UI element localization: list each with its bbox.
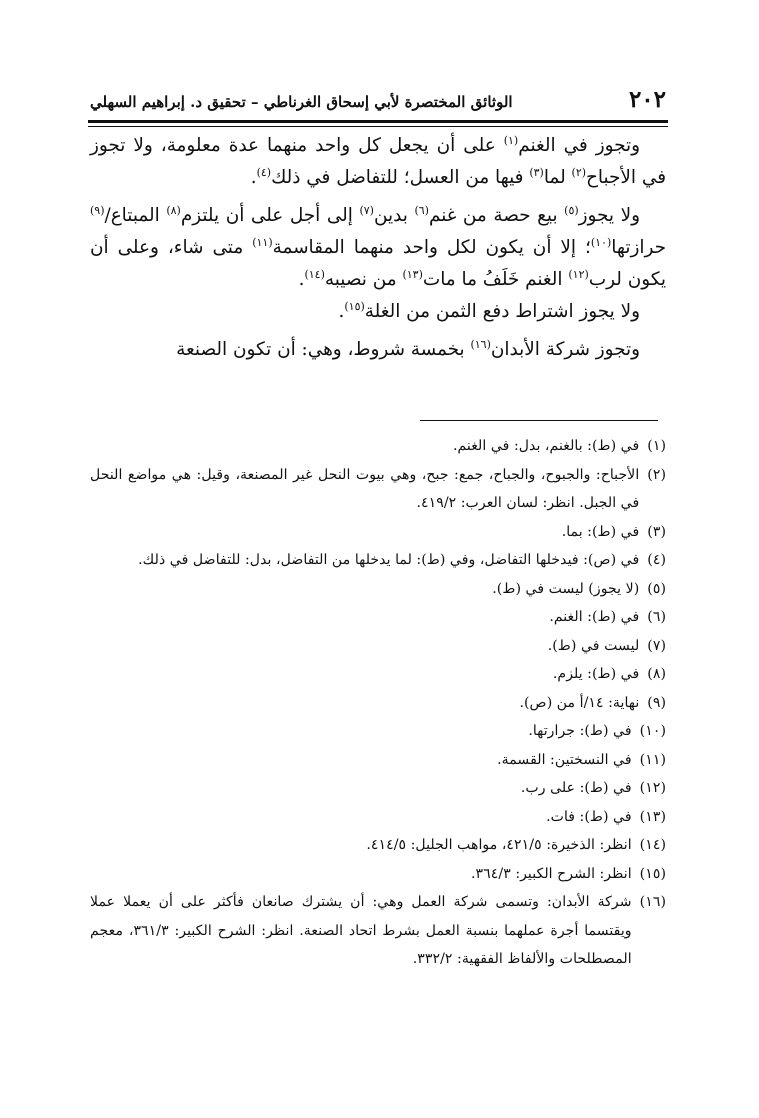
text-span: المبتاع/ <box>104 205 167 226</box>
footnote-number: (٥) <box>647 580 666 597</box>
footnote-number: (٩) <box>647 694 666 711</box>
footnote-number: (١٤) <box>639 837 666 853</box>
footnote-separator <box>420 420 658 421</box>
footnote <box>90 632 666 661</box>
running-title: الوثائق المختصرة لأبي إسحاق الغرناطي – تحقيق د. إبراهيم السهلي <box>90 93 513 111</box>
text-span: وتجوز في الغنم <box>518 135 640 156</box>
header-rule <box>88 120 668 123</box>
footnote-number: (٦) <box>647 609 666 625</box>
main-text <box>90 130 666 366</box>
footnote-marker: (٧) <box>359 203 374 217</box>
footnote-marker: (٩) <box>90 203 105 217</box>
footnote <box>90 717 666 746</box>
footnote <box>90 660 666 689</box>
text-span: حرازتها <box>611 237 666 258</box>
footnote-marker: (٨) <box>166 203 181 217</box>
footnote <box>90 689 666 718</box>
text-span: من نصيبه <box>324 269 403 290</box>
footnote-marker: (٣) <box>529 165 544 179</box>
text-span: ولا يجوز <box>578 205 640 226</box>
text-span: متى شاء، وعلى أن يكون لرب <box>90 237 666 290</box>
footnote-marker: (١٥) <box>344 299 365 313</box>
text-span: ولا يجوز اشتراط دفع الثمن من الغلة <box>364 301 640 322</box>
footnote-text: نهاية: ١٤/أ من (ص). <box>519 694 640 711</box>
text-span: بيع حصة من غنم <box>428 205 565 226</box>
paragraph-4 <box>90 334 666 366</box>
text-span: وتجوز شركة الأبدان <box>490 339 640 360</box>
footnote-number: (١٢) <box>639 780 666 796</box>
text-span: بخمسة شروط، وهي: أن تكون الصنعة <box>176 339 471 360</box>
footnote-marker: (٥) <box>564 203 579 217</box>
footnote-marker: (٦) <box>414 203 429 217</box>
footnote-number: (٨) <box>647 666 666 682</box>
text-span: لما <box>543 167 572 188</box>
page-number: ٢٠٢ <box>628 86 666 113</box>
text-span: ؛ إلا أن يكون لكل واحد منهما المقاسمة <box>272 237 591 258</box>
footnote-marker: (٤) <box>256 165 272 179</box>
footnote <box>90 518 666 547</box>
footnote-text: في (ط): بالغنم، بدل: في الغنم. <box>452 438 640 454</box>
footnote-text: في (ط): الغنم. <box>549 609 640 625</box>
footnote-text: انظر: الذخيرة: ٤٢١/٥، مواهب الجليل: ٤١٤/٥. <box>366 837 632 853</box>
footnote-text: شركة الأبدان: وتسمى شركة العمل وهي: أن يشترك صانعان فأكثر على أن يعملا عملا ويقتسما أجرة عملهما بنسبة العمل بشرط اتحاد الصنعة. انظر: الشرح الكبير: ٣٦١/٣، معجم المصطلحات والألفاظ الفقهية: ٣٣٢/٢. <box>90 894 632 967</box>
text-span: فيها من العسل؛ للتفاضل في ذلك <box>271 167 530 188</box>
footnote <box>90 746 666 775</box>
paragraph-2 <box>90 200 666 296</box>
footnote <box>90 575 666 604</box>
footnote-number: (٤) <box>647 552 666 568</box>
footnote-marker: (١٢) <box>568 267 589 281</box>
footnote-marker: (١٦) <box>470 337 491 351</box>
footnote-number: (١٣) <box>639 808 666 825</box>
footnote-text: انظر: الشرح الكبير: ٣٦٤/٣. <box>471 865 632 882</box>
paragraph-3 <box>90 296 666 328</box>
footnote-text: (لا يجوز) ليست في (ط). <box>492 580 640 597</box>
footnote-text: ليست في (ط). <box>547 637 640 654</box>
header-rule-thin <box>88 126 668 127</box>
footnote <box>90 831 666 860</box>
text-span: على أن يجعل كل واحد منهما عدة معلومة، ولا تجوز في الأجباح <box>90 135 666 188</box>
footnote-marker: (١١) <box>252 235 273 249</box>
text-span: إلى أجل على أن يلتزم <box>180 205 360 226</box>
footnote-number: (١٦) <box>639 894 666 910</box>
footnote-number: (٢) <box>647 466 666 483</box>
footnote-number: (٧) <box>647 637 666 654</box>
footnote-marker: (١٤) <box>304 267 325 281</box>
footnote-number: (١٠) <box>639 723 666 739</box>
footnote-text: في (ط): يلزم. <box>552 666 640 682</box>
footnote-number: (١٥) <box>639 865 666 882</box>
footnote <box>90 888 666 974</box>
text-span: . <box>338 301 345 322</box>
footnotes <box>90 432 666 974</box>
text-span: الغنم خَلَفُ ما مات <box>422 269 569 290</box>
footnote-marker: (٢) <box>571 165 587 179</box>
footnote-marker: (١٠) <box>590 235 612 249</box>
paragraph-1 <box>90 130 666 194</box>
footnote <box>90 803 666 832</box>
footnote <box>90 774 666 803</box>
footnote-marker: (١٣) <box>402 267 423 281</box>
footnote-text: في (ط): فات. <box>546 808 632 825</box>
page-header <box>90 84 666 114</box>
footnote-text: الأجباح: والجبوح، والجباح، جمع: جبح، وهي بيوت النحل غير المصنعة، وقيل: هي مواضع النحل في الجبل. انظر: لسان العرب: ٤١٩/٢. <box>90 466 640 511</box>
footnote-number: (١) <box>647 438 666 454</box>
footnote <box>90 603 666 632</box>
text-span: بدين <box>373 205 415 226</box>
footnote-marker: (١) <box>503 133 519 147</box>
footnote-text: في النسختين: القسمة. <box>497 751 632 768</box>
footnote-number: (٣) <box>647 523 666 540</box>
footnote-text: في (ص): فيدخلها التفاضل، وفي (ط): لما يدخلها من التفاضل، بدل: للتفاضل في ذلك. <box>138 552 640 568</box>
text-span: . <box>250 167 257 188</box>
text-span: . <box>298 269 305 290</box>
footnote <box>90 546 666 575</box>
footnote-text: في (ط): جرارتها. <box>528 723 632 739</box>
footnote-number: (١١) <box>639 751 666 768</box>
footnote-text: في (ط): بما. <box>561 523 640 540</box>
footnote <box>90 461 666 518</box>
footnote <box>90 432 666 461</box>
footnote <box>90 860 666 889</box>
footnote-text: في (ط): على رب. <box>520 780 632 796</box>
